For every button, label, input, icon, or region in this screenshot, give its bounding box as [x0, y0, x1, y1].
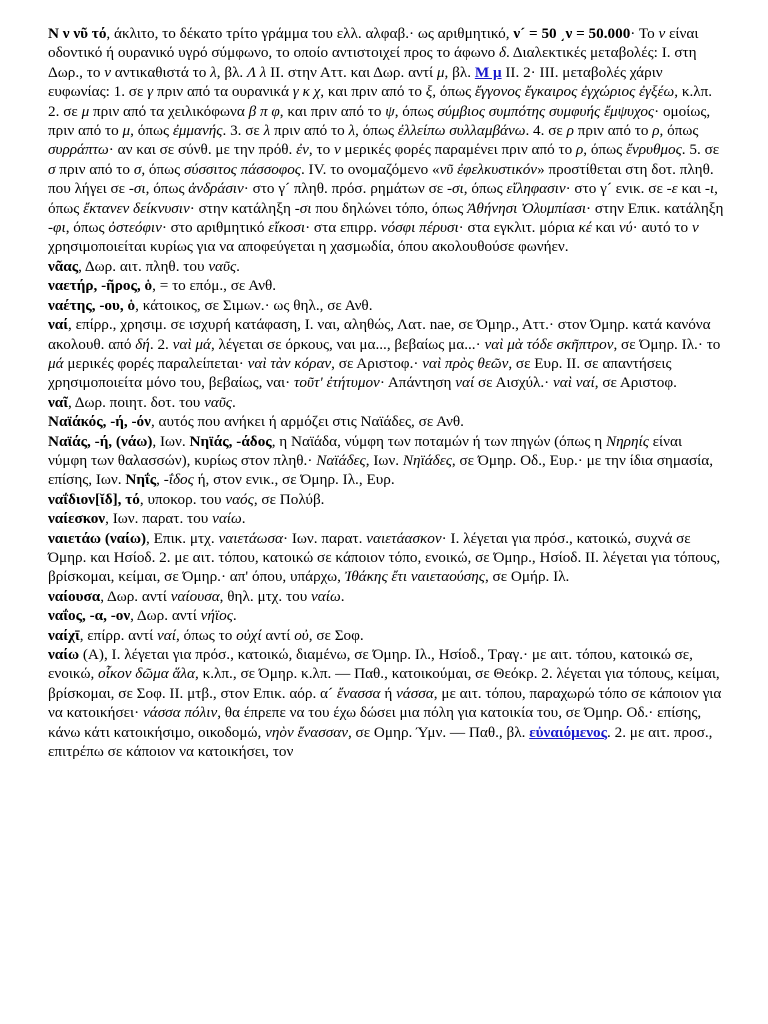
entry-text: , όπως: [394, 102, 438, 120]
entry-text: . Διαλεκτικές μεταβολές: Ι. στη Δωρ., το: [48, 44, 697, 81]
entry-text: ΙΙ. στην Αττ. και Δωρ. αντί: [266, 63, 437, 81]
greek-term: ξ: [425, 83, 433, 101]
dictionary-entry-naiousa: [48, 587, 724, 606]
entry-text: . 2.: [149, 335, 173, 353]
greek-term: δ: [498, 44, 507, 62]
greek-term: Νηρηίς: [605, 432, 649, 450]
entry-text: , άκλιτο, το δέκατο τρίτο γράμμα του ελλ. αλφαβ.· ως αριθμητικό,: [106, 25, 514, 42]
greek-term: -ΐδος: [163, 471, 194, 489]
entry-text: , κάτοικος, σε Σιμων.· ως θηλ., σε Ανθ.: [135, 296, 373, 314]
entry-text: πριν από τα χειλικόφωνα: [89, 102, 249, 120]
entry-text: , σε Όμηρ. Ιλ.· το: [613, 335, 721, 353]
entry-text: . 4. σε: [525, 122, 567, 140]
entry-text: · στα εγκλιτ. μόρια: [458, 219, 579, 237]
entry-text: , θηλ. μτχ. του: [219, 587, 312, 605]
entry-text: , κ.λπ., σε Όμηρ. κ.λπ. — Παθ., κατοικούμαι, σε Θεόκρ. 2. λέγεται για τόπους, κείμαι, βρίσκομαι, σε Σοφ. ΙΙ. μτβ., στον Επικ. αόρ. α´: [48, 665, 720, 702]
greek-term: ναῦς: [208, 257, 237, 275]
greek-term: λ: [348, 122, 356, 140]
greek-term: ἔγγονος ἔγκαιρος ἐγχώριος ἐγξέω: [474, 83, 675, 101]
greek-term: οὐ: [294, 626, 309, 644]
headword: ναΐος, -α, -ον: [48, 607, 131, 625]
entry-text: . 2. με αιτ. προσ., επιτρέπω σε κάποιον να κατοικήσει, τον: [48, 723, 713, 761]
entry-text: , όπως: [130, 122, 173, 140]
entry-text: · στο γ´ ενικ. σε: [565, 180, 667, 198]
dictionary-entry-naiakos: [48, 412, 724, 431]
greek-term: λ: [210, 63, 217, 81]
entry-text: , όπως: [145, 180, 189, 198]
greek-term: λ: [263, 122, 271, 140]
headword: ναίουσα: [48, 587, 101, 605]
greek-term: ν: [658, 25, 666, 42]
entry-text: , Δωρ. αιτ. πληθ. του: [78, 257, 209, 275]
greek-term: εἴκοσι: [268, 219, 306, 237]
greek-term: τοῦτ' ἐτήτυμον: [294, 374, 380, 392]
entry-text: , επίρρ. αντί: [79, 626, 157, 644]
entry-text: · Ιων. παρατ.: [283, 529, 367, 547]
entry-text: .: [231, 393, 236, 411]
greek-term: νόσφι πέρυσι: [380, 219, 459, 237]
entry-text: , όπως το: [175, 626, 237, 644]
entry-text: , Ιων.: [152, 432, 190, 450]
entry-text: , αυτός που ανήκει ή αρμόζει στις Ναϊάδες, σε Ανθ.: [150, 413, 464, 431]
greek-term: νήϊος: [200, 607, 233, 625]
entry-text: , με αιτ. τόπου, παραχωρώ τόπο σε κάποιον για να κατοικήσει·: [48, 684, 722, 722]
entry-text: , Ιων.: [365, 451, 403, 469]
greek-term: ν: [333, 141, 341, 159]
greek-term: σ: [133, 160, 142, 178]
greek-term: σ: [48, 160, 56, 178]
dictionary-entry-naio: [48, 645, 724, 761]
headword: ναίω: [48, 646, 80, 663]
entry-text: , σε Ευρ. ΙΙ. σε απαντήσεις χρησιμοποιείτα μόνο του, βεβαίως, ναι·: [48, 354, 672, 392]
greek-term: ναίουσα: [170, 587, 220, 605]
entry-text: ΙΙ. 2· ΙΙΙ. μεταβολές χάριν ευφωνίας: 1. σε: [48, 63, 663, 101]
greek-term: ναὶ τὰν κόραν: [247, 354, 332, 372]
greek-term: νάσσα πόλιν: [142, 704, 218, 722]
entry-text: · στην κατάληξη: [189, 199, 295, 217]
entry-text: , = το επόμ., σε Ανθ.: [152, 277, 277, 295]
entry-text: , σε Αριστοφ.: [594, 374, 677, 392]
headword: ν´ = 50 ͵ν = 50.000: [513, 25, 631, 42]
entry-text: , όπως: [48, 180, 718, 217]
entry-text: μερικές φορές παραμένει πριν από το: [340, 141, 576, 159]
dictionary-entry-naeter: [48, 276, 724, 295]
entry-text: · στην Επικ. κατάληξη: [586, 199, 724, 217]
entry-text: σε Αισχύλ.·: [474, 374, 554, 392]
greek-term: -σι: [294, 199, 312, 217]
entry-text: . 5. σε: [681, 141, 720, 159]
entry-text: » προστίθεται στη δοτ. πληθ. που λήγει σε: [48, 160, 714, 198]
entry-text: , επίρρ., χρησιμ. σε ισχυρή κατάφαση, Ι. ναι, αληθώς, Λατ. nae, σε Όμηρ., Αττ.· στον Όμηρ. κατά κανόνα ακολουθ. από: [48, 316, 711, 353]
entry-text: , βλ.: [216, 63, 248, 81]
headword: ναετήρ, -ῆρος, ὁ: [48, 277, 153, 295]
entry-text: · ομοίως, πριν από το: [48, 102, 711, 140]
greek-term: ἔκτανεν δείκνυσιν: [83, 199, 190, 217]
dictionary-entry-naichi: [48, 626, 724, 645]
entry-text: · στα επιρρ.: [305, 219, 381, 237]
greek-term: ναός: [225, 490, 254, 508]
greek-term: ὀστεόφιν: [108, 219, 162, 237]
entry-text: πριν από το: [573, 122, 653, 140]
greek-term: -σι: [446, 180, 464, 198]
greek-term: ψ: [385, 102, 395, 120]
entry-text: αντί: [261, 626, 295, 644]
greek-term: Ἀθήνησι Ὀλυμπίασι: [467, 199, 587, 217]
entry-text: , όπως: [463, 180, 507, 198]
entry-text: , Δωρ. αντί: [100, 587, 171, 605]
entry-text: , λέγεται σε όρκους, ναι μα..., βεβαίως μα...·: [210, 335, 485, 353]
entry-text: και: [677, 180, 705, 198]
headword: ναῖ: [48, 393, 68, 411]
entry-text: , θα έπρεπε να του έχω δώσει μια πόλη για κατοικία του, σε Όμηρ. Οδ.· επίσης, κάνω κάτι κατοικήσιμο, οικοδομώ,: [48, 704, 702, 741]
entry-text: , σε Όμηρ. Οδ., Ευρ.· με την ίδια σημασία, επίσης, Ιων.: [48, 451, 713, 489]
greek-term: ναί: [157, 626, 176, 644]
greek-term: ἐλλείπω συλλαμβάνω: [397, 122, 526, 140]
greek-term: εἴληφασιν: [506, 180, 566, 198]
dictionary-entry-naieskon: [48, 509, 724, 528]
entry-text: · Απάντηση: [379, 374, 456, 392]
entry-text: , υποκορ. του: [139, 490, 226, 508]
greek-term: ναιετάασκον: [366, 529, 442, 547]
entry-text: · Ι. λέγεται για πρόσ., κατοικώ, συχνά σε Όμηρ. και Ησίοδ. 2. με αιτ. τόπου, κατοικώ σε κάποιον τόπο, ενοικώ, σε Όμηρ., Ησίοδ. ΙΙ. λέγεται για τόπους, βρίσκομαι, κείμαι, σε Όμηρ.· απ' όπου, υπάρχω,: [48, 529, 721, 586]
greek-term: -φι: [48, 219, 66, 237]
greek-term: ν: [691, 219, 699, 237]
greek-term: β π φ: [248, 102, 280, 120]
greek-term: -ε: [666, 180, 678, 198]
entry-text: · αν και σε σύνθ. με την πρόθ.: [108, 141, 297, 159]
greek-term: -ι: [704, 180, 715, 198]
dictionary-entry-naetes: [48, 296, 724, 315]
entry-text: , Δωρ. αντί: [130, 607, 201, 625]
entry-text: · Το: [630, 25, 659, 42]
greek-term: -σι: [128, 180, 146, 198]
cross-reference-link[interactable]: Μ μ: [474, 63, 502, 81]
entry-text: , Δωρ. ποιητ. δοτ. του: [67, 393, 205, 411]
headword: ναιετάω (ναίω): [48, 529, 147, 547]
entry-text: , σε Ομηρ. Ύμν. — Παθ., βλ.: [347, 723, 530, 741]
dictionary-entry-naios: [48, 606, 724, 625]
greek-term: ναὶ πρὸς θεῶν: [422, 354, 509, 372]
entry-text: ή, στον ενικ., σε Όμηρ. Ιλ., Ευρ.: [193, 471, 395, 489]
entry-text: , και πριν από το: [279, 102, 386, 120]
dictionary-entry-naidion: [48, 490, 724, 509]
entry-text: , όπως: [141, 160, 184, 178]
greek-term: ἐμμανής: [172, 122, 223, 140]
headword: ναΐδιον[ῐδ], τό: [48, 490, 140, 508]
greek-term: Νηϊάδες: [402, 451, 452, 469]
greek-term: ναὶ ναί: [553, 374, 595, 392]
entry-text: , σε Πολύβ.: [253, 490, 325, 508]
entry-text: αντικαθιστά το: [110, 63, 211, 81]
dictionary-entry-nu: [48, 24, 724, 257]
greek-term: οἶκον δῶμα ἅλα: [98, 665, 195, 683]
entry-text: · αυτό το: [632, 219, 692, 237]
entry-text: , Επικ. μτχ.: [146, 529, 219, 547]
entry-text: ,: [156, 471, 164, 489]
greek-term: μ: [122, 122, 131, 140]
greek-term: ρ: [576, 141, 584, 159]
headword: ναί: [48, 316, 68, 334]
entry-text: . IV. το ονομαζόμενο «: [300, 160, 440, 178]
entry-text: , σε Σοφ.: [308, 626, 364, 644]
entry-text: .: [241, 510, 246, 528]
greek-term: ναί: [455, 374, 475, 392]
dictionary-entry-naas: [48, 257, 724, 276]
greek-term: κέ: [578, 219, 592, 237]
greek-term: δή: [135, 335, 150, 353]
greek-term: νύ: [618, 219, 633, 237]
entry-text: μερικές φορές παραλείπεται·: [63, 354, 248, 372]
greek-term: ἔνασσα: [336, 684, 381, 702]
greek-term: νηὸν ἔνασσαν: [265, 723, 348, 741]
entry-text: είναι νύμφη των θαλασσών), κυρίως στον πληθ.·: [48, 432, 683, 469]
headword: νᾶας: [48, 257, 79, 275]
entry-text: , όπως: [355, 122, 398, 140]
headword: ναέτης, -ου, ὁ: [48, 296, 136, 314]
entry-text: , όπως: [65, 219, 109, 237]
entry-text: , όπως: [583, 141, 626, 159]
greek-term: μά: [48, 354, 64, 372]
entry-text: , και πριν από το: [320, 83, 426, 101]
entry-text: είναι οδοντικό ή ουρανικό υγρό σύμφωνο, το οποίο αντιστοιχεί προς το άφωνο: [48, 25, 699, 62]
entry-text: και: [591, 219, 619, 237]
greek-term: γ κ χ: [292, 83, 321, 101]
entry-text: . 3. σε: [222, 122, 264, 140]
greek-term: ρ: [652, 122, 660, 140]
entry-text: , όπως: [659, 122, 699, 140]
entry-text: , σε Ομήρ. Ιλ.: [484, 568, 570, 586]
cross-reference-link[interactable]: εὐναιόμενος: [529, 723, 608, 741]
headword: Νηΐς: [125, 471, 157, 489]
headword: Ν ν νῦ τό: [48, 25, 107, 42]
greek-term: ἐν: [296, 141, 309, 159]
entry-text: , Ιων. παρατ. του: [105, 510, 213, 528]
greek-term: νάσσα: [396, 684, 434, 702]
entry-text: , σε Αριστοφ.·: [331, 354, 423, 372]
greek-term: Λ λ: [247, 63, 267, 81]
dictionary-entry-naias: [48, 432, 724, 490]
entry-text: (Α), Ι. λέγεται για πρόσ., κατοικώ, διαμένω, σε Όμηρ. Ιλ., Ησίοδ., Τραγ.· με αιτ. τόπου, κατοικώ σε, ενοικώ,: [48, 646, 693, 683]
entry-text: πριν από το: [55, 160, 134, 178]
greek-term: ναίω: [311, 587, 341, 605]
headword: Νηϊάς, -άδος: [189, 432, 272, 450]
greek-term: ρ: [566, 122, 574, 140]
greek-term: οὐχί: [236, 626, 262, 644]
entry-text: πριν από τα ουρανικά: [153, 83, 293, 101]
entry-text: · στο γ´ πληθ. πρόσ. ρημάτων σε: [243, 180, 447, 198]
greek-term: ναὶ μά: [172, 335, 211, 353]
entry-text: .: [340, 587, 345, 605]
entry-text: που δηλώνει τόπο, όπως: [311, 199, 468, 217]
greek-term: ναὶ μὰ τόδε σκῆπτρον: [484, 335, 614, 353]
entry-text: ή: [380, 684, 397, 702]
entry-text: .: [232, 607, 237, 625]
greek-term: ἔνρυθμος: [625, 141, 682, 159]
headword: ναίεσκον: [48, 510, 106, 528]
headword: Ναϊάκός, -ή, -όν: [48, 413, 151, 431]
entry-text: , το: [308, 141, 334, 159]
greek-term: συρράπτω: [48, 141, 109, 159]
greek-term: σύσσιτος πάσσοφος: [183, 160, 301, 178]
greek-term: μ: [81, 102, 90, 120]
entry-text: , κ.λπ. 2. σε: [48, 83, 713, 120]
entry-text: πριν από το: [270, 122, 349, 140]
entry-text: , βλ.: [444, 63, 475, 81]
greek-term: ν: [104, 63, 111, 81]
greek-term: ναίω: [212, 510, 242, 528]
entry-text: , η Ναϊάδα, νύμφη των ποταμών ή των πηγών (όπως η: [271, 432, 606, 450]
headword: Ναϊάς, -ή, (νάω): [48, 432, 153, 450]
entry-text: .: [236, 257, 240, 275]
dictionary-entry-nai: [48, 315, 724, 393]
greek-term: μ: [436, 63, 445, 81]
greek-term: γ: [147, 83, 154, 101]
greek-term: Ναϊάδες: [316, 451, 366, 469]
entry-text: , όπως: [432, 83, 475, 101]
dictionary-entry-naietao: [48, 529, 724, 587]
greek-term: ἀνδράσιν: [188, 180, 244, 198]
greek-term: ναιετάωσα: [218, 529, 283, 547]
greek-term: ναῦς: [204, 393, 232, 411]
greek-term: Ἰθάκης ἔτι ναιεταούσης: [344, 568, 485, 586]
dictionary-entry-nai2: [48, 393, 724, 412]
entry-text: χρησιμοποιείται κυρίως για να αποφεύγεται η χασμωδία, όπου ακολουθούσε φωνήεν.: [48, 238, 569, 256]
entry-text: · στο αριθμητικό: [161, 219, 269, 237]
greek-term: σύμβιος συμπότης συμφυής ἔμψυχος: [437, 102, 655, 120]
greek-term: νῦ ἐφελκυστικόν: [439, 160, 538, 178]
headword: ναίχῑ: [48, 626, 80, 644]
